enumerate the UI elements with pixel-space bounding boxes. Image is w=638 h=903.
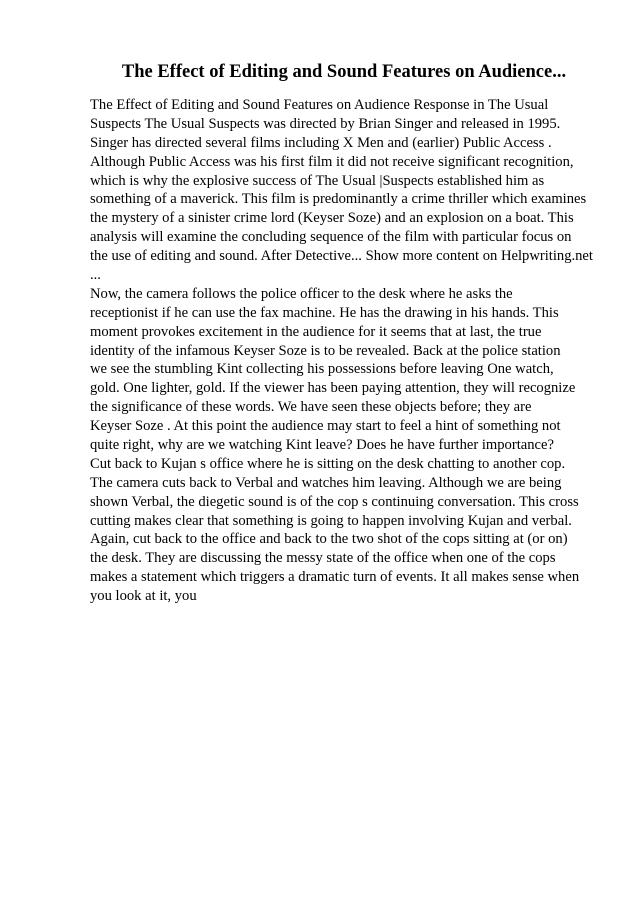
body-text-line: Although Public Access was his first film it did not receive significant recognition,	[90, 153, 574, 170]
body-text-line: Cut back to Kujan s office where he is sitting on the desk chatting to another cop.	[90, 455, 566, 472]
body-text-line: The camera cuts back to Verbal and watches him leaving. Although we are being	[90, 474, 562, 491]
body-text-line: which is why the explosive success of The Usual |Suspects established him as	[90, 172, 545, 189]
body-text-line: moment provokes excitement in the audience for it seems that at last, the true	[90, 323, 542, 340]
body-text-line: cutting makes clear that something is going to happen involving Kujan and verbal.	[90, 512, 572, 529]
body-text-line: makes a statement which triggers a dramatic turn of events. It all makes sense when	[90, 569, 580, 586]
document-title: The Effect of Editing and Sound Features on Audience...	[121, 62, 567, 82]
body-text-line: shown Verbal, the diegetic sound is of the cop s continuing conversation. This cross	[90, 493, 579, 510]
body-text-line: gold. One lighter, gold. If the viewer has been paying attention, they will recognize	[90, 380, 576, 397]
body-text-line: Again, cut back to the office and back to the two shot of the cops sitting at (or on)	[90, 531, 568, 548]
body-text-line: receptionist if he can use the fax machine. He has the drawing in his hands. This	[90, 304, 559, 321]
body-text-line: The Effect of Editing and Sound Features on Audience Response in The Usual	[90, 97, 549, 113]
body-text-line: identity of the infamous Keyser Soze is to be revealed. Back at the police station	[90, 342, 561, 359]
body-text-line: you look at it, you	[90, 588, 197, 605]
body-text-line: something of a maverick. This film is predominantly a crime thriller which examines	[90, 191, 587, 208]
body-text-line: Singer has directed several films including X Men and (earlier) Public Access .	[90, 134, 552, 151]
body-text-line: Now, the camera follows the police officer to the desk where he asks the	[90, 285, 513, 302]
body-text-line: the significance of these words. We have seen these objects before; they are	[90, 399, 532, 416]
body-text-line: the use of editing and sound. After Detective... Show more content on Helpwriting.net	[90, 248, 593, 265]
body-text-line: ...	[90, 267, 101, 284]
body-text-line: we see the stumbling Kint collecting his possessions before leaving One watch,	[90, 361, 554, 378]
body-text-line: Suspects The Usual Suspects was directed by Brian Singer and released in 1995.	[90, 115, 561, 132]
document-body	[90, 96, 630, 606]
body-text-line: the desk. They are discussing the messy state of the office when one of the cops	[90, 550, 556, 567]
body-text-line: the mystery of a sinister crime lord (Keyser Soze) and an explosion on a boat. This	[90, 210, 574, 227]
body-text-line: quite right, why are we watching Kint leave? Does he have further importance?	[90, 437, 554, 454]
body-text-line: analysis will examine the concluding sequence of the film with particular focus on	[90, 229, 572, 246]
body-text-line: Keyser Soze . At this point the audience may start to feel a hint of something not	[90, 418, 561, 435]
